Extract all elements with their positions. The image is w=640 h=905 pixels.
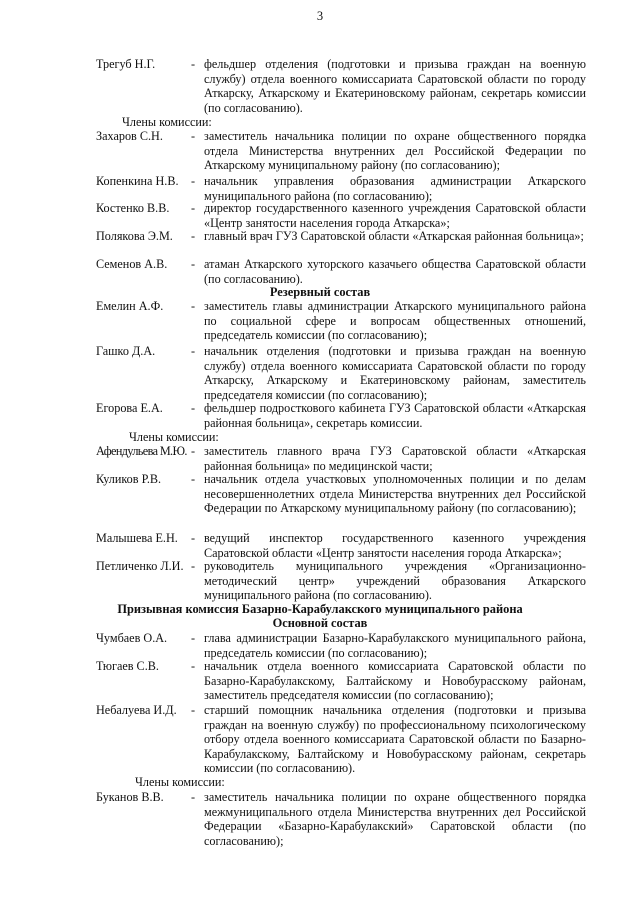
member-role: директор государственного казенного учреждения Саратовской области «Центр занятости населения города Аткарска»; xyxy=(204,201,586,230)
dash: - xyxy=(191,790,196,804)
member-role: старший помощник начальника отделения (подготовки и призыва граждан на военную службу) по профессиональному психологическому отбору отдела военного комиссариата Саратовской области по Базарно-Карабулакскому, Балтайскому и Новобурасскому районам, секретарь комиссии (по согласованию). xyxy=(204,703,586,776)
dash: - xyxy=(191,401,196,415)
dash: - xyxy=(191,659,196,673)
member-role: заместитель начальника полиции по охране общественного порядка отдела Министерства внутренних дел Российской Федерации по Аткарскому муниципальному району (по согласованию); xyxy=(204,129,586,173)
section-heading: Резервный состав xyxy=(269,285,371,299)
member-name: Чумбаев О.А. xyxy=(96,631,168,645)
dash: - xyxy=(191,57,196,71)
member-name: Трегуб Н.Г. xyxy=(96,57,156,71)
dash: - xyxy=(191,703,196,717)
member-name: Копенкина Н.В. xyxy=(96,174,179,188)
section-heading: Основной состав xyxy=(272,616,368,630)
dash: - xyxy=(191,472,196,486)
section-label: Члены комиссии: xyxy=(129,430,219,444)
section-label: Члены комиссии: xyxy=(122,115,212,129)
member-name: Малышева Е.Н. xyxy=(96,531,178,545)
member-role: фельдшер отделения (подготовки и призыва граждан на военную службу) отдела военного комиссариата Саратовской области по городу Аткарску, Аткарскому и Екатериновскому районам, секретарь комиссии (по согласованию). xyxy=(204,57,586,115)
dash: - xyxy=(191,444,196,458)
member-name: Емелин А.Ф. xyxy=(96,299,164,313)
dash: - xyxy=(191,631,196,645)
section-label: Члены комиссии: xyxy=(135,775,225,789)
member-role: заместитель главы администрации Аткарского муниципального района по социальной сфере и вопросам общественных отношений, председатель комиссии (по согласованию); xyxy=(204,299,586,343)
member-role: начальник управления образования администрации Аткарского муниципального района (по согласованию); xyxy=(204,174,586,203)
member-role: атаман Аткарского хуторского казачьего общества Саратовской области (по согласованию). xyxy=(204,257,586,286)
member-name: Егорова Е.А. xyxy=(96,401,163,415)
member-name: Афендульева М.Ю. xyxy=(96,444,187,458)
member-role: начальник отдела военного комиссариата Саратовской области по Базарно-Карабулакскому, Балтайскому и Новобурасскому районам, заместитель председателя комиссии (по согласованию); xyxy=(204,659,586,703)
member-name: Семенов А.В. xyxy=(96,257,168,271)
dash: - xyxy=(191,257,196,271)
member-role: заместитель начальника полиции по охране общественного порядка межмуниципального отдела Министерства внутренних дел Российской Федерации «Базарно-Карабулакский» Саратовской области (по согласованию); xyxy=(204,790,586,848)
member-role: начальник отдела участковых уполномоченных полиции и по делам несовершеннолетних отдела Министерства внутренних дел Российской Федерации по Аткарскому муниципальному району (по согласованию); xyxy=(204,472,586,516)
dash: - xyxy=(191,129,196,143)
dash: - xyxy=(191,201,196,215)
dash: - xyxy=(191,559,196,573)
member-role: фельдшер подросткового кабинета ГУЗ Саратовской области «Аткарская районная больница», секретарь комиссии. xyxy=(204,401,586,430)
page-number: 3 xyxy=(316,9,324,23)
member-name: Тюгаев С.В. xyxy=(96,659,159,673)
member-role: заместитель главного врача ГУЗ Саратовской области «Аткарская районная больница» по медицинской части; xyxy=(204,444,586,473)
commission-heading: Призывная комиссия Базарно-Карабулакского муниципального района xyxy=(117,602,523,616)
member-name: Буканов В.В. xyxy=(96,790,164,804)
member-name: Полякова Э.М. xyxy=(96,229,173,243)
dash: - xyxy=(191,299,196,313)
dash: - xyxy=(191,229,196,243)
member-name: Костенко В.В. xyxy=(96,201,170,215)
member-name: Гашко Д.А. xyxy=(96,344,156,358)
member-name: Куликов Р.В. xyxy=(96,472,162,486)
member-name: Небалуева И.Д. xyxy=(96,703,177,717)
dash: - xyxy=(191,174,196,188)
member-role: руководитель муниципального учреждения «Организационно-методический центр» учреждений образования Аткарского муниципального района (по согласованию). xyxy=(204,559,586,603)
member-role: главный врач ГУЗ Саратовской области «Аткарская районная больница»; xyxy=(204,229,584,243)
member-role: начальник отделения (подготовки и призыва граждан на военную службу) отдела военного комиссариата Саратовской области по городу Аткарску, Аткарскому и Екатериновскому районам, заместитель председателя комиссии (по согласованию); xyxy=(204,344,586,402)
member-name: Петличенко Л.И. xyxy=(96,559,184,573)
dash: - xyxy=(191,344,196,358)
dash: - xyxy=(191,531,196,545)
member-role: ведущий инспектор государственного казенного учреждения Саратовской области «Центр занятости населения города Аткарска»; xyxy=(204,531,586,560)
member-role: глава администрации Базарно-Карабулакского муниципального района, председатель комиссии (по согласованию); xyxy=(204,631,586,660)
member-name: Захаров С.Н. xyxy=(96,129,163,143)
